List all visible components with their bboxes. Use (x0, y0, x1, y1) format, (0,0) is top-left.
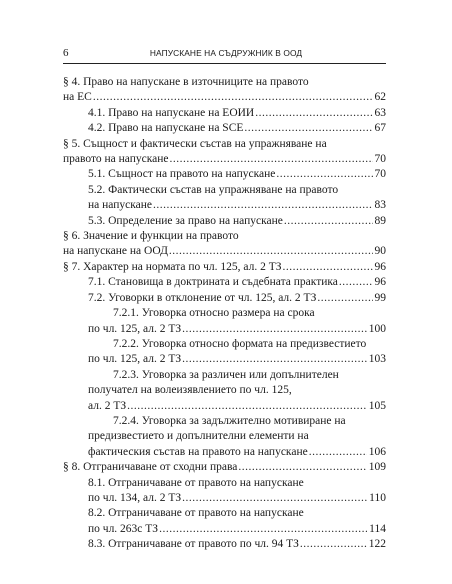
toc-page-number: 70 (374, 153, 386, 166)
toc-entry-text: 5.1. Същност на правото на напускане (88, 168, 276, 181)
toc-entry-text: 7.2. Уговорки в отклонение от чл. 125, ал. 2 ТЗ (88, 291, 317, 304)
toc-entry-text: 8.3. Отграничаване от правото по чл. 94 ТЗ (88, 538, 299, 551)
dot-leader (153, 198, 372, 213)
toc-entry[interactable] (63, 275, 386, 290)
toc-page-number: 103 (368, 353, 386, 366)
toc-entry-text: фактическия състав на правото на напускане (88, 445, 308, 458)
dot-leader (244, 121, 372, 136)
dot-leader (300, 537, 367, 552)
toc-entry[interactable] (63, 167, 386, 182)
running-title: НАПУСКАНЕ НА СЪДРУЖНИК В ООД (149, 48, 303, 58)
toc-entry-text: § 6. Значение и функции на правото (63, 230, 239, 243)
dot-leader (169, 244, 373, 259)
toc-page-number: 105 (368, 399, 386, 412)
dot-leader (182, 491, 367, 506)
toc-entry[interactable] (63, 537, 386, 552)
toc-entry-text: 7.2.3. Уговорка за различен или допълнителен (113, 368, 339, 381)
dot-leader (238, 460, 366, 475)
toc-entry[interactable] (63, 75, 386, 106)
toc-entry-text: по чл. 134, ал. 2 ТЗ (88, 491, 182, 504)
toc-page-number: 62 (374, 91, 386, 104)
toc-entry-text: § 7. Характер на нормата по чл. 125, ал. 2 ТЗ (63, 260, 282, 273)
toc-entry-text: § 8. Отграничаване от сходни права (63, 461, 238, 474)
toc-entry-text: ал. 2 ТЗ (88, 399, 127, 412)
dot-leader (159, 522, 367, 537)
toc-entry-text: 7.1. Становища в доктрината и съдебната практика (88, 276, 338, 289)
dot-leader (339, 275, 373, 290)
toc-page-number: 109 (368, 461, 386, 474)
toc-page-number: 96 (374, 276, 386, 289)
toc-entry-text: 7.2.4. Уговорка за задължително мотивиране на (113, 414, 346, 427)
toc-page-number: 63 (374, 106, 386, 119)
toc-page-number: 114 (369, 522, 386, 535)
toc-entry-text: 7.2.1. Уговорка относно размера на срока (113, 307, 315, 320)
toc-entry-text: 7.2.2. Уговорка относно формата на предизвестието (113, 337, 367, 350)
toc-page-number: 100 (368, 322, 386, 335)
toc-entry[interactable] (63, 414, 386, 460)
toc-entry-text: 8.2. Отграничаване от правото на напускане (88, 507, 304, 520)
toc-entry[interactable] (63, 214, 386, 229)
toc-entry-text: на напускане на ООД (63, 245, 168, 258)
dot-leader (169, 152, 372, 167)
dot-leader (93, 90, 373, 105)
dot-leader (284, 214, 373, 229)
toc-entry-text: § 5. Същност и фактически състав на упражняване на (63, 137, 327, 150)
toc-entry-text: 8.1. Отграничаване от правото на напускане (88, 476, 304, 489)
toc-page-number: 67 (374, 122, 386, 135)
dot-leader (255, 106, 372, 121)
header-rule (63, 63, 386, 64)
toc-entry[interactable] (63, 106, 386, 121)
toc-entry-text: на ЕС (63, 91, 92, 104)
toc-page-number: 110 (369, 491, 386, 504)
toc-entry-text: по чл. 125, ал. 2 ТЗ (88, 353, 182, 366)
toc-entry-text: на напускане (88, 199, 153, 212)
toc-page-number: 83 (374, 199, 386, 212)
toc-entry-text: 4.2. Право на напускане на SCE (88, 122, 244, 135)
toc-entry[interactable] (63, 476, 386, 507)
dot-leader (283, 260, 373, 275)
toc-entry-text: по чл. 125, ал. 2 ТЗ (88, 322, 182, 335)
dot-leader (182, 352, 367, 367)
toc-page-number: 106 (368, 445, 386, 458)
toc-entry[interactable] (63, 291, 386, 306)
toc-entry[interactable] (63, 337, 386, 368)
toc-entry[interactable] (63, 506, 386, 537)
dot-leader (127, 399, 367, 414)
page-number: 6 (63, 47, 69, 59)
toc-entry[interactable] (63, 306, 386, 337)
toc-page-number: 99 (374, 291, 386, 304)
toc-entry[interactable] (63, 183, 386, 214)
toc-entry-text: 5.2. Фактически състав на упражняване на правото (88, 183, 339, 196)
toc-page-number: 89 (374, 214, 386, 227)
toc-entry-text: получател на волеизявлението по чл. 125, (88, 384, 292, 397)
toc-entry-text: 5.3. Определение за право на напускане (88, 214, 283, 227)
toc-entry-text: 4.1. Право на напускане на ЕОИИ (88, 106, 255, 119)
toc-page-number: 122 (368, 538, 386, 551)
toc-entry[interactable] (63, 368, 386, 414)
toc-page-number: 90 (374, 245, 386, 258)
dot-leader (182, 322, 367, 337)
toc-entry-text: § 4. Право на напускане в източниците на правото (63, 76, 309, 88)
toc-entry[interactable] (63, 460, 386, 475)
toc-entry-text: правото на напускане (63, 153, 169, 166)
toc-page-number: 70 (374, 168, 386, 181)
toc-entry-text: по чл. 263с ТЗ (88, 522, 159, 535)
toc-entry[interactable] (63, 121, 386, 136)
toc-entry[interactable] (63, 137, 386, 168)
toc-entry-text: предизвестието и допълнителни елементи на (88, 430, 309, 443)
toc-page-number: 96 (374, 260, 386, 273)
dot-leader (317, 291, 372, 306)
toc-entry[interactable] (63, 229, 386, 260)
dot-leader (309, 445, 367, 460)
table-of-contents (63, 75, 386, 553)
dot-leader (276, 167, 372, 182)
toc-entry[interactable] (63, 260, 386, 275)
